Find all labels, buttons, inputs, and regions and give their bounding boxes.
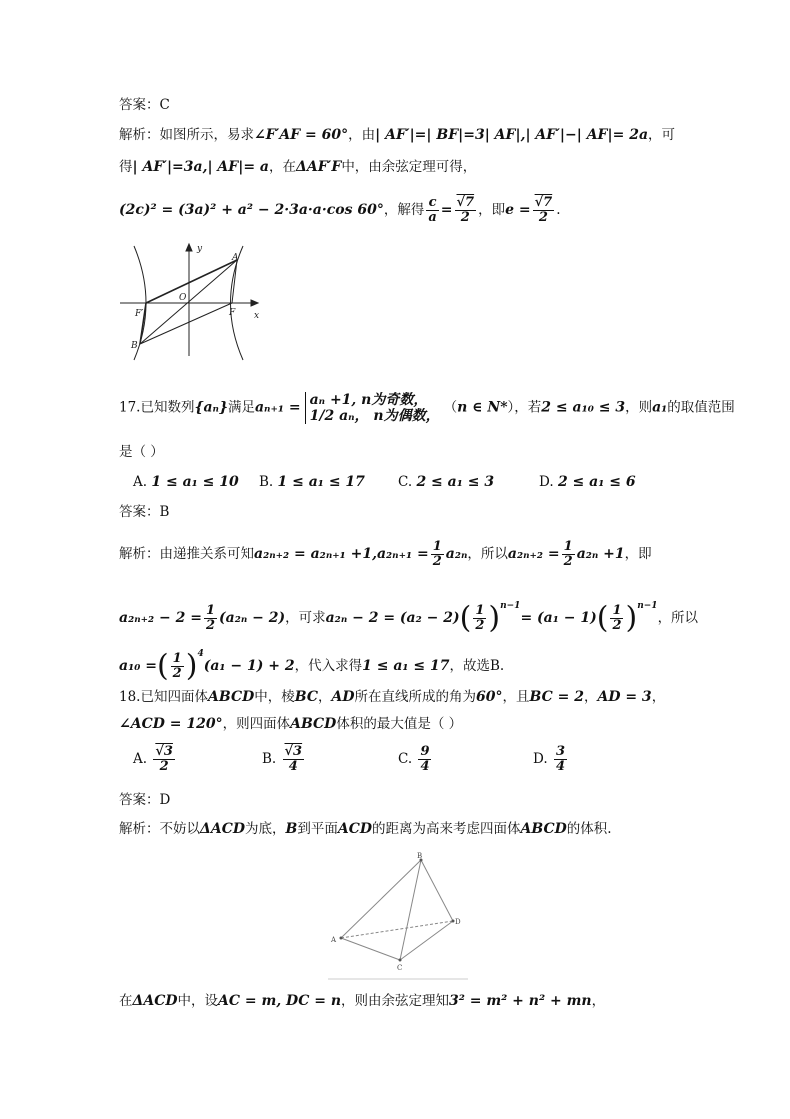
q17-analysis-line2: a₂ₙ₊₂ − 2 = $\frac{1}{2}$ (a₂ₙ − 2)，可求a₂ₙ − 2 = (a₂ − 2)( $\frac{1}{2}$ )$^{n-1}$= (a₁ − 1)( $\frac{1}{2}$ )$^{n-1}$，所以 [119,600,699,636]
label-B: B [417,852,423,860]
text: ，由 [348,127,376,143]
text: 解析：如图所示，易求 [119,127,254,143]
math-expr: e = [505,202,531,218]
q18-stem-line2: ∠ACD = 120°，则四面体ABCD体积的最大值是（ ） [119,716,463,732]
math-expr: {aₙ} [194,399,228,416]
math-expr: 2 ≤ a₁₀ ≤ 3 [541,399,626,416]
text: （ [443,399,458,416]
math-expr: | AF′|=3a,| AF|= a [132,159,270,175]
text: 17.已知数列 [119,399,195,416]
x-axis-arrow [251,300,258,306]
label-A: A [331,936,337,944]
edge-BD [421,860,453,921]
edge-AC [341,938,400,960]
label-F1: F′ [135,309,144,319]
math-expr: | AF′|=| BF|=3| AF|,| AF′|−| AF|= 2a [375,127,649,143]
q18-answer: 答案：D [119,792,171,808]
label-x: x [254,311,260,321]
fraction: $\frac{√7}{2}$ [456,195,475,225]
text: 中，由余弦定理可得， [341,159,477,175]
text: ，解得 [383,202,425,218]
q18-stem-line1: 18.已知四面体ABCD中，棱BC，AD所在直线所成的角为60°，且BC = 2，AD = 3， [119,689,666,705]
edge-BC [400,860,421,960]
label-D: D [455,918,461,926]
q16-analysis-line1 [119,125,675,145]
label-B: B [131,341,138,351]
text: ，在 [269,159,297,175]
math-expr: ∠F′AF = 60° [254,127,349,143]
text: ，即 [478,202,506,218]
q18-analysis-line2: 在ΔACD中，设AC = m, DC = n，则由余弦定理知3² = m² + n² + mn， [119,993,606,1009]
fraction: $\frac{c}{a}$ [428,195,437,225]
segment-F1A [146,260,237,303]
q17-answer: 答案：B [119,504,170,520]
q17-analysis-line3: a₁₀ =( $\frac{1}{2}$ )$^4$(a₁ − 1) + 2，代入求得1 ≤ a₁ ≤ 17，故选B. [119,648,505,684]
y-axis-arrow [186,244,192,251]
piecewise [305,392,440,424]
q16-answer: 答案：C [119,97,170,113]
text: ，则 [625,399,653,416]
edge-CD [400,921,453,960]
q17-option-c: C. 2 ≤ a₁ ≤ 3 [398,474,495,490]
q18-option-b: B. $\frac{√3}{4}$ [262,744,303,774]
label-C: C [397,964,403,972]
text: 的取值范围 [667,399,735,416]
label-y: y [197,244,203,254]
segment-BF [140,303,232,344]
text: 得 [119,159,133,175]
q18-option-c: C. $\frac{9}{4}$ [398,744,430,774]
q16-analysis-line2 [119,157,476,177]
q18-option-d: D. $\frac{3}{4}$ [533,744,565,774]
fraction: $\frac{√7}{2}$ [534,195,553,225]
hyperbola-figure [118,238,263,362]
label-A: A [232,253,239,263]
q17-analysis-line1: 解析：由递推关系可知a₂ₙ₊₂ = a₂ₙ₊₁ +1,a₂ₙ₊₁ = $\frac{1}{2}$ a₂ₙ，所以a₂ₙ₊₂ = $\frac{1}{2}$ a₂ₙ +1，即 [119,539,652,569]
q17-option-a: A. 1 ≤ a₁ ≤ 10 [133,474,239,490]
q17-stem-line2: 是（ ） [119,444,164,460]
q17-option-b: B. 1 ≤ a₁ ≤ 17 [259,474,365,490]
text: . [556,202,561,218]
tetrahedron-figure [328,852,468,980]
q17-stem-line1 [119,392,735,424]
math-expr: (2c)² = (3a)² + a² − 2·3a·a·cos 60° [119,202,384,218]
math-expr: n ∈ N* [457,399,508,416]
equals: = [440,202,453,218]
case-even: aₙ， n为偶数， [339,408,440,424]
edge-AD [341,921,453,938]
case-half: 1/2 [309,408,335,424]
edge-AB [341,860,421,938]
q18-option-a: A. $\frac{√3}{2}$ [133,744,173,774]
q16-analysis-line3 [119,196,561,225]
q18-analysis-line1: 解析：不妨以ΔACD为底，B到平面ACD的距离为高来考虑四面体ABCD的体积. [119,821,612,837]
math-expr: aₙ₊₁ = [254,399,301,416]
text: 满足 [227,399,255,416]
q17-option-d: D. 2 ≤ a₁ ≤ 6 [539,474,636,490]
label-F: F [229,308,236,318]
label-O: O [179,293,187,303]
text: ），若 [507,399,542,416]
math-expr: a₁ [652,399,668,416]
math-expr: ΔAF′F [296,159,342,175]
text: ，可 [648,127,676,143]
case-odd: aₙ +1, n为奇数， [309,392,428,408]
